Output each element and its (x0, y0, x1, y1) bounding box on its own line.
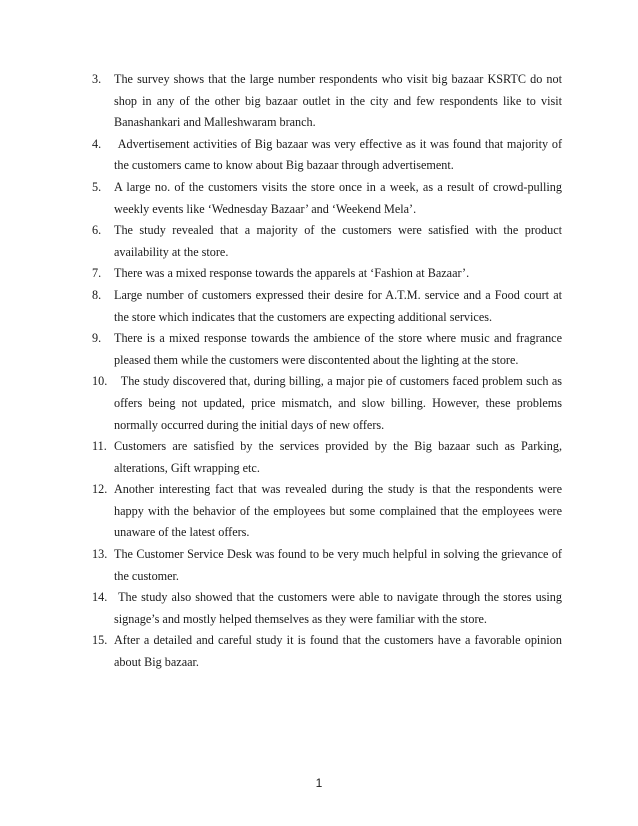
list-item (92, 285, 562, 328)
item-number: 3. (92, 72, 102, 86)
item-text: A large no. of the customers visits the store once in a week, as a result of crowd-pulling weekly events like ‘Wednesday Bazaar’ and ‘Weekend Mela’. (114, 179, 562, 216)
item-number: 9. (92, 331, 102, 346)
item-text: Customers are satisfied by the services provided by the Big bazaar such as Parking, alterations, Gift wrapping etc. (114, 439, 562, 475)
item-number: 12. (92, 482, 108, 497)
list-item (92, 436, 562, 479)
item-number: 7. (92, 266, 102, 281)
item-text: There is a mixed response towards the ambience of the store where music and fragrance pleased them while the customers were discontented about the lighting at the store. (114, 331, 562, 367)
item-text: The survey shows that the large number respondents who visit big bazaar KSRTC do not shop in any of the other big bazaar outlet in the city and few respondents like to visit Banashankari and Malleshwaram branch. (114, 72, 562, 130)
list-item (92, 630, 562, 673)
page-number: 1 (315, 776, 323, 790)
item-text: The study revealed that a majority of the customers were satisfied with the product availability at the store. (114, 223, 562, 259)
item-number: 8. (92, 287, 102, 302)
list-item (92, 328, 562, 371)
item-number: 15. (92, 633, 108, 648)
item-text: Large number of customers expressed their desire for A.T.M. service and a Food court at the store which indicates that the customers are expecting additional services. (114, 287, 562, 324)
item-text: Another interesting fact that was revealed during the study is that the respondents were happy with the behavior of the employees but some complained that the employees were unaware of the latest offers. (114, 482, 562, 540)
item-number: 5. (92, 179, 102, 194)
item-number: 13. (92, 547, 108, 562)
list-item (92, 220, 562, 263)
list-item (92, 587, 566, 630)
item-text: The study discovered that, during billing, a major pie of customers faced problem such as offers being not updated, price mismatch, and slow billing. However, these problems normally occurred during the initial days of new offers. (114, 374, 566, 432)
item-number: 6. (92, 223, 102, 238)
list-item (92, 371, 566, 436)
item-text: The study also showed that the customers were able to navigate through the stores using signage’s and mostly helped themselves as they were familiar with the store. (114, 590, 566, 626)
item-number: 4. (92, 136, 102, 151)
findings-list (92, 69, 566, 674)
item-text: After a detailed and careful study it is found that the customers have a favorable opinion about Big bazaar. (114, 633, 562, 670)
list-item (92, 479, 562, 544)
list-item (92, 134, 566, 177)
item-text: There was a mixed response towards the apparels at ‘Fashion at Bazaar’. (114, 266, 470, 281)
item-number: 10. (92, 374, 108, 389)
list-item (92, 544, 562, 587)
list-item (92, 177, 562, 220)
list-item (92, 69, 562, 134)
item-number: 14. (92, 590, 108, 605)
item-number: 11. (92, 439, 107, 454)
item-text: The Customer Service Desk was found to be very much helpful in solving the grievance of the customer. (114, 547, 562, 583)
item-text: Advertisement activities of Big bazaar was very effective as it was found that majority of the customers came to know about Big bazaar through advertisement. (114, 136, 566, 173)
list-item (92, 263, 562, 285)
